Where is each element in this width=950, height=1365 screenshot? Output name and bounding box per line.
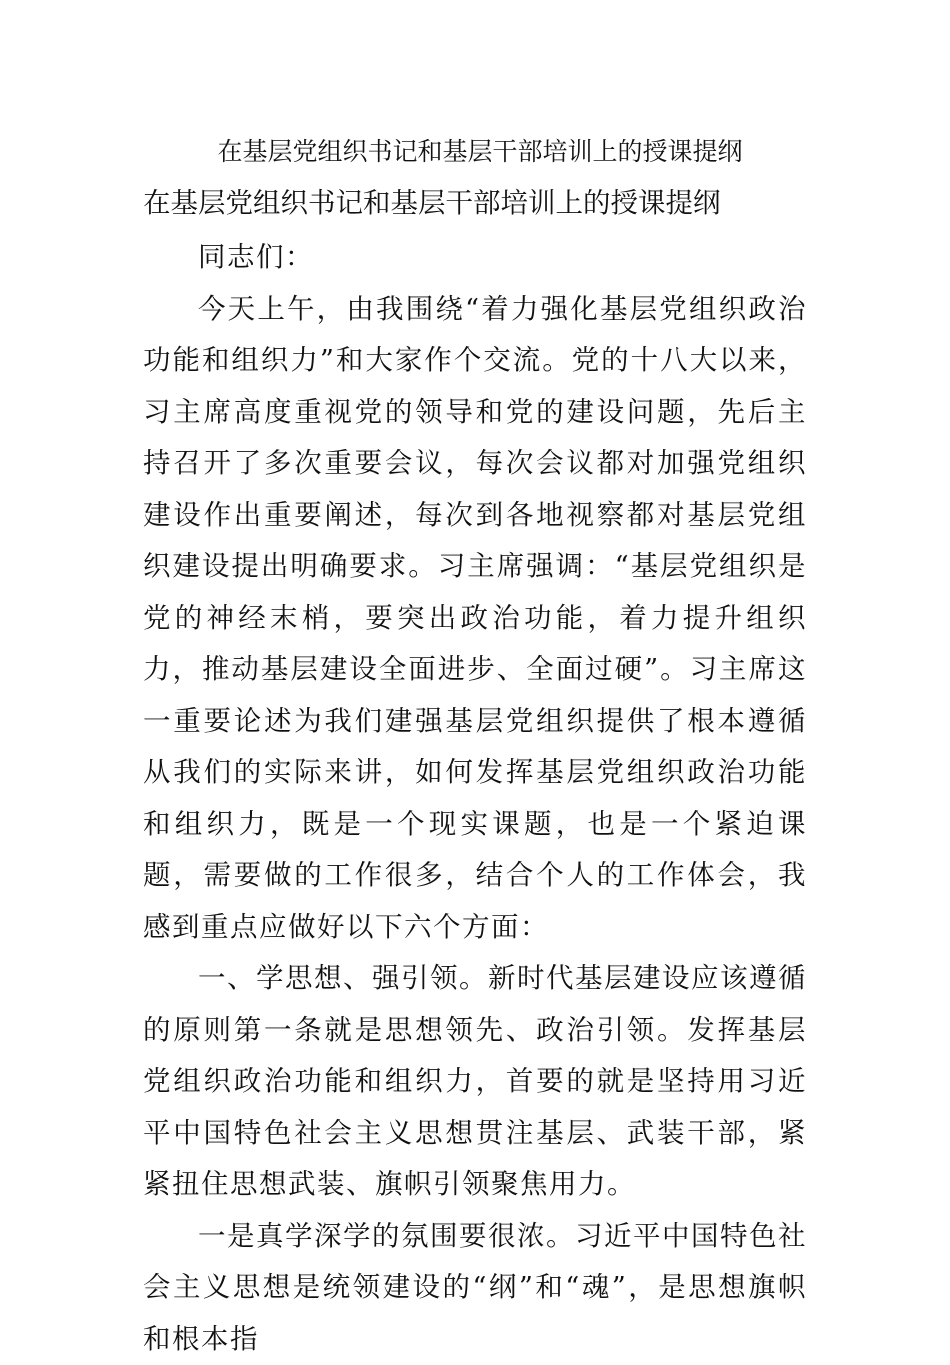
paragraph-section-one: 一、学思想、强引领。新时代基层建设应该遵循的原则第一条就是思想领先、政治引领。发挥基层党组织政治功能和组织力，首要的就是坚持用习近平中国特色社会主义思想贯注基层、武装干部，紧紧扭住思想武装、旗帜引领聚焦用力。 xyxy=(143,953,807,1211)
paragraph-intro: 今天上午，由我围绕“着力强化基层党组织政治功能和组织力”和大家作个交流。党的十八大以来，习主席高度重视党的领导和党的建设问题，先后主持召开了多次重要会议，每次会议都对加强党组织建设作出重要阐述，每次到各地视察都对基层党组织建设提出明确要求。习主席强调：“基层党组织是党的神经末梢，要突出政治功能，着力提升组织力，推动基层建设全面进步、全面过硬”。习主席这一重要论述为我们建强基层党组织提供了根本遵循从我们的实际来讲，如何发挥基层党组织政治功能和组织力，既是一个现实课题，也是一个紧迫课题，需要做的工作很多，结合个人的工作体会，我感到重点应做好以下六个方面： xyxy=(143,284,807,954)
document-subtitle: 在基层党组织书记和基层干部培训上的授课提纲 xyxy=(143,185,843,221)
salutation: 同志们： xyxy=(143,232,807,284)
document-body xyxy=(143,232,807,1365)
paragraph-point-one: 一是真学深学的氛围要很浓。习近平中国特色社会主义思想是统领建设的“纲”和“魂”，是思想旗帜和根本指 xyxy=(143,1211,807,1365)
document-title: 在基层党组织书记和基层干部培训上的授课提纲 xyxy=(150,134,810,170)
